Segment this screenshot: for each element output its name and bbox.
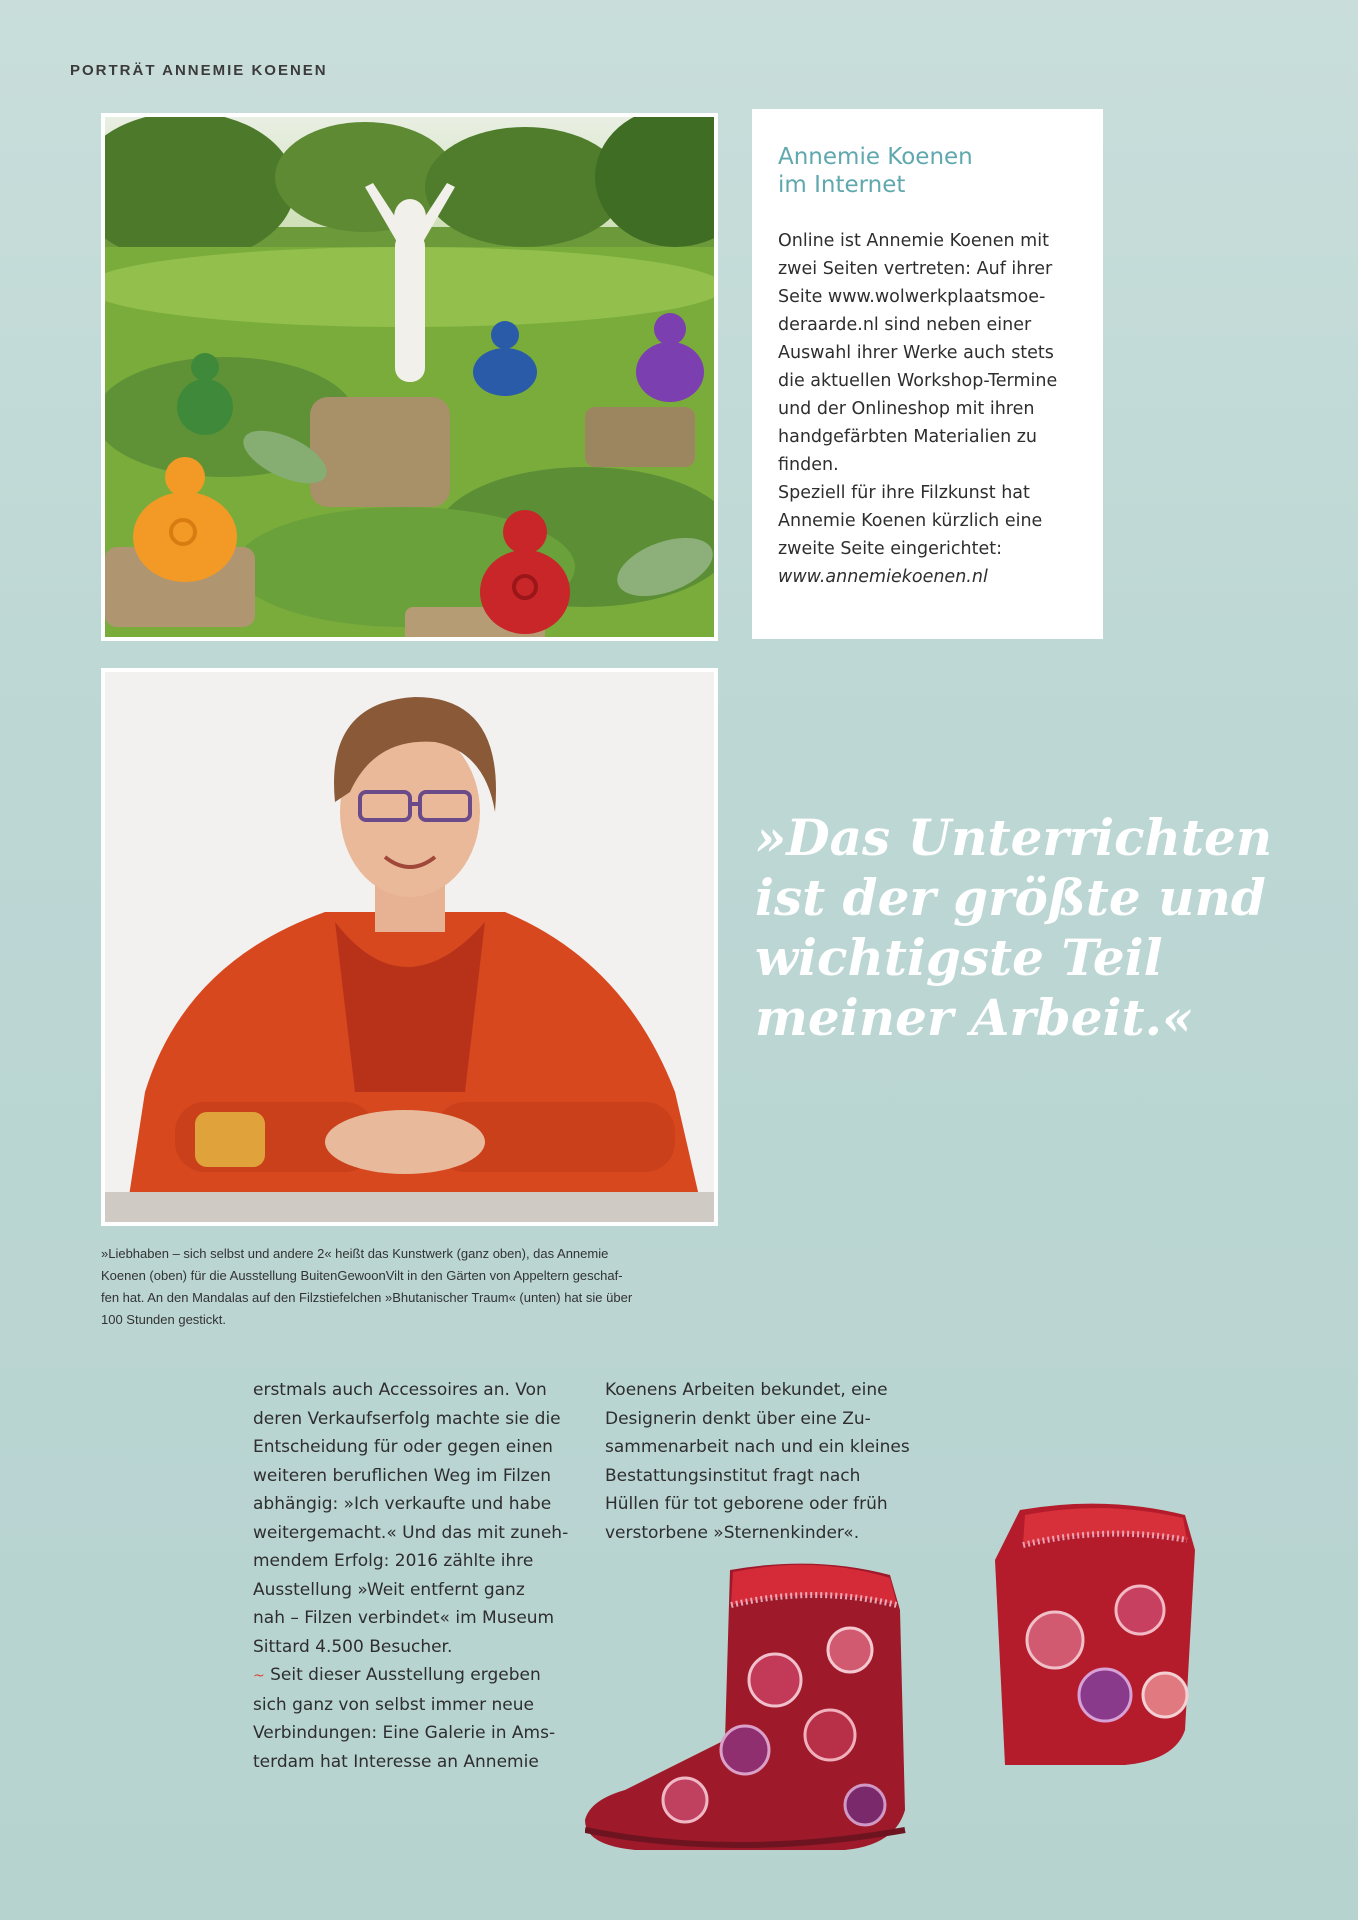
body-line: abhängig: »Ich verkaufte und habe — [253, 1494, 552, 1514]
info-line: Seite www.wolwerkplaatsmoe- — [778, 287, 1046, 307]
body-line: sich ganz von selbst immer neue — [253, 1694, 534, 1715]
body-line: weitergemacht.« Und das mit zuneh- — [253, 1522, 569, 1543]
quote-line: wichtigste Teil — [755, 928, 1163, 987]
felt-boots-image — [585, 1500, 1285, 1870]
body-line: sammenarbeit nach und ein kleines — [605, 1437, 910, 1457]
internet-info-box — [752, 109, 1103, 639]
body-line: deren Verkaufserfolg machte sie die — [253, 1408, 561, 1429]
body-line: verstorbene »Sternenkinder«. — [605, 1522, 860, 1543]
portrait-photo — [101, 668, 718, 1226]
section-swirl-icon: ~ — [253, 1668, 265, 1684]
body-line: Koenens Arbeiten bekundet, eine — [605, 1380, 888, 1400]
body-line: terdam hat Interesse an Annemie — [253, 1751, 539, 1772]
info-title-line-1: Annemie Koenen — [778, 144, 973, 170]
body-line: mendem Erfolg: 2016 zählte ihre — [253, 1551, 534, 1571]
info-line: zwei Seiten vertreten: Auf ihrer — [778, 259, 1053, 279]
website-link[interactable]: www.annemiekoenen.nl — [778, 567, 988, 587]
caption-line: fen hat. An den Mandalas auf den Filzstiefelchen »Bhutanischer Traum« (unten) hat sie über — [101, 1290, 633, 1305]
info-line: zweite Seite eingerichtet: — [778, 539, 1002, 559]
body-line: Designerin denkt über eine Zu- — [605, 1408, 871, 1429]
info-line: Speziell für ihre Filzkunst hat — [778, 483, 1030, 503]
caption-line: »Liebhaben – sich selbst und andere 2« heißt das Kunstwerk (ganz oben), das Annemie — [101, 1246, 609, 1261]
body-line: Bestattungsinstitut fragt nach — [605, 1465, 861, 1486]
body-line: erstmals auch Accessoires an. Von — [253, 1380, 547, 1400]
portrait-illustration — [105, 672, 714, 1222]
info-line: Auswahl ihrer Werke auch stets — [778, 343, 1054, 363]
info-line: deraarde.nl sind neben einer — [778, 315, 1032, 335]
section-header: PORTRÄT ANNEMIE KOENEN — [70, 62, 328, 79]
quote-line: meiner Arbeit.« — [755, 988, 1194, 1047]
body-line: Verbindungen: Eine Galerie in Ams- — [253, 1723, 556, 1743]
info-box-title — [778, 143, 1077, 199]
body-line: nah – Filzen verbindet« im Museum — [253, 1608, 555, 1628]
quote-line: ist der größte und — [755, 868, 1266, 927]
body-line: Ausstellung »Weit entfernt ganz — [253, 1579, 525, 1600]
pull-quote — [755, 808, 1315, 1048]
caption-line: 100 Stunden gestickt. — [101, 1312, 227, 1327]
info-line: Annemie Koenen kürzlich eine — [778, 511, 1043, 531]
body-line: Sittard 4.500 Besucher. — [253, 1636, 453, 1657]
body-column-left — [253, 1376, 583, 1776]
info-title-line-2: im Internet — [778, 172, 906, 198]
info-line: die aktuellen Workshop-Termine — [778, 371, 1058, 391]
garden-illustration — [105, 117, 714, 637]
quote-line: »Das Unterrichten — [755, 808, 1273, 867]
photo-caption — [101, 1243, 726, 1331]
info-line: und der Onlineshop mit ihren — [778, 399, 1035, 419]
info-box-text — [778, 227, 1077, 591]
body-line: Entscheidung für oder gegen einen — [253, 1437, 553, 1457]
garden-sculpture-photo — [101, 113, 718, 641]
body-line: weiteren beruflichen Weg im Filzen — [253, 1465, 551, 1486]
info-line: handgefärbten Materialien zu — [778, 427, 1038, 447]
body-line: Seit dieser Ausstellung ergeben — [270, 1665, 541, 1685]
info-line: Online ist Annemie Koenen mit — [778, 231, 1049, 251]
body-line: Hüllen für tot geborene oder früh — [605, 1494, 888, 1514]
info-line: finden. — [778, 455, 839, 475]
caption-line: Koenen (oben) für die Ausstellung BuitenGewoonVilt in den Gärten von Appeltern geschaf- — [101, 1268, 623, 1283]
